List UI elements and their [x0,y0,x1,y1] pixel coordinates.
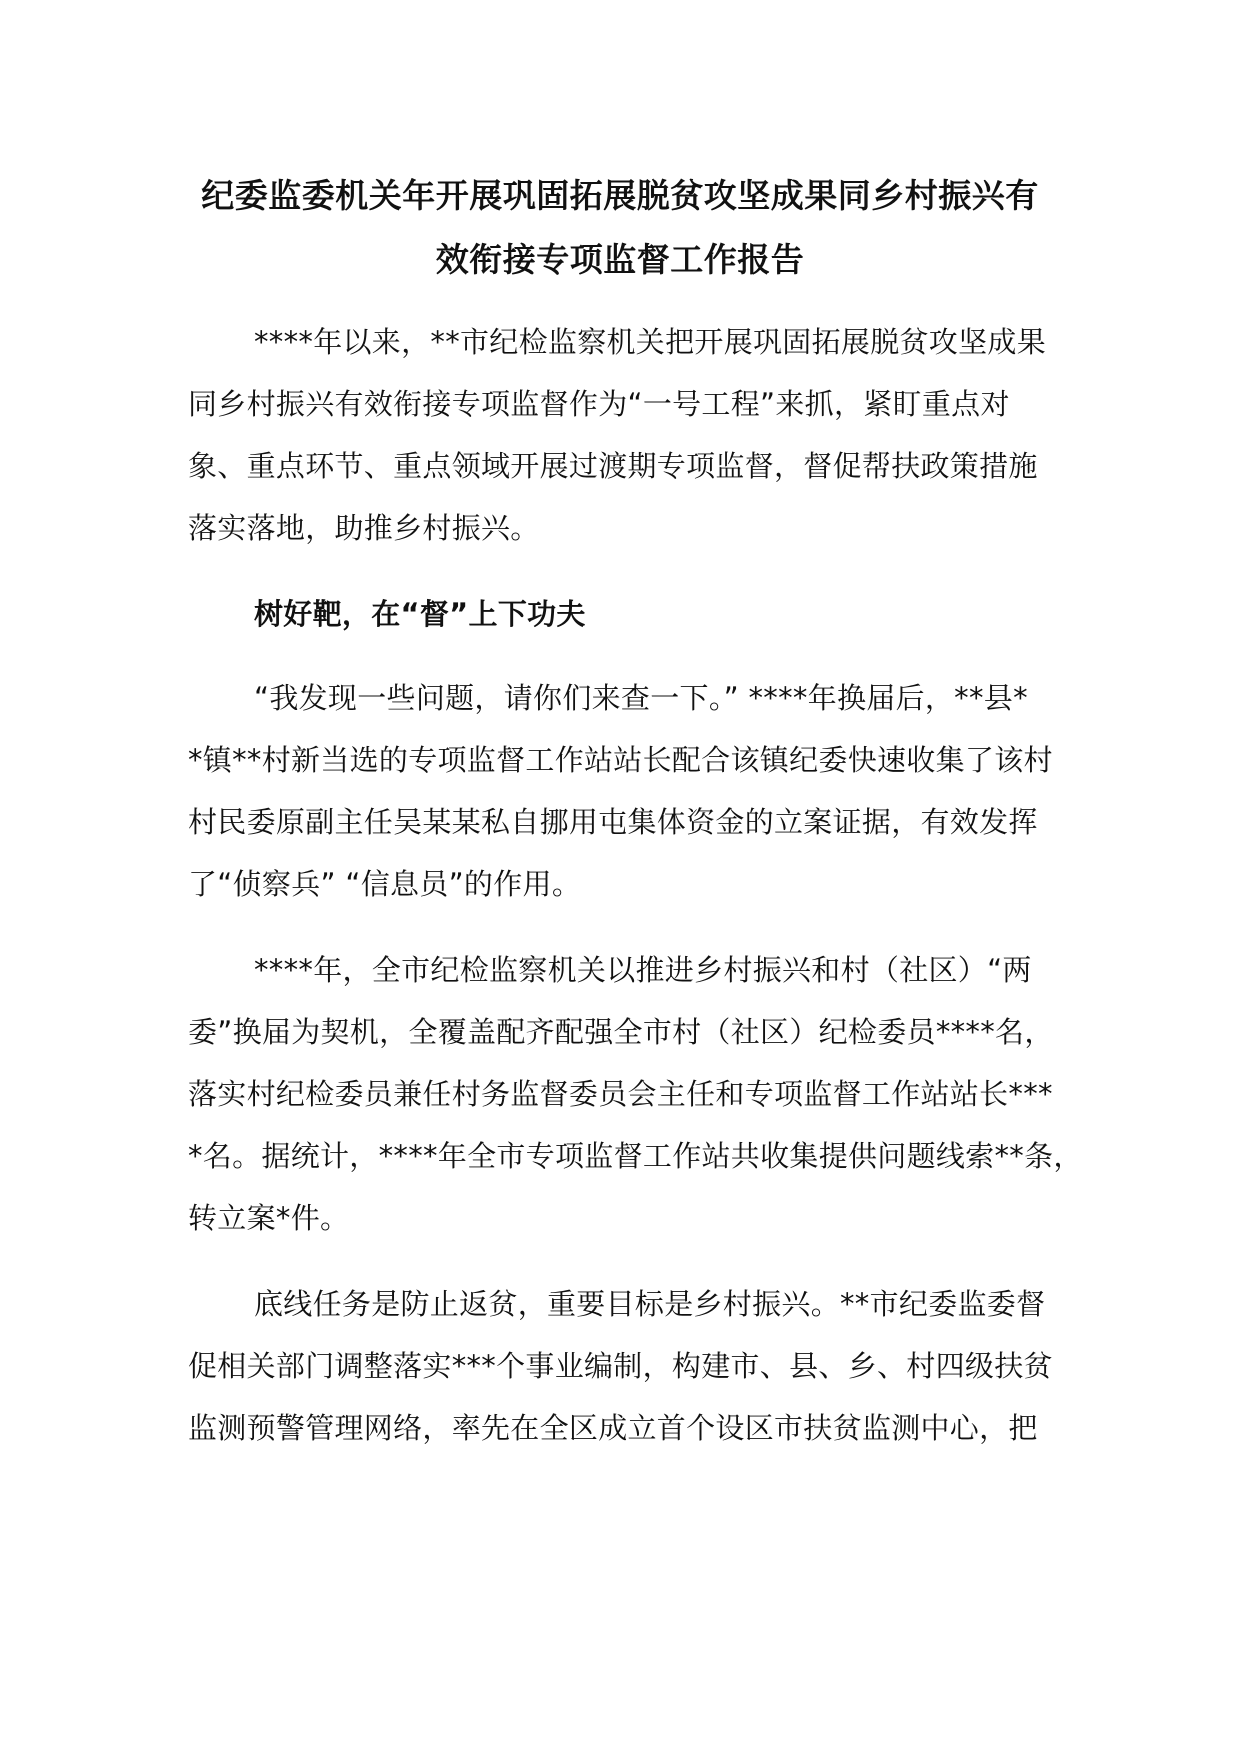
paragraph-1-line-2: 同乡村振兴有效衔接专项监督作为“一号工程”来抓，紧盯重点对 [188,387,1010,421]
paragraph-4-line-2: 促相关部门调整落实***个事业编制，构建市、县、乡、村四级扶贫 [188,1349,1053,1383]
paragraph-2-line-2: *镇**村新当选的专项监督工作站站长配合该镇纪委快速收集了该村 [188,743,1053,777]
document-title-line-1: 纪委监委机关年开展巩固拓展脱贫攻坚成果同乡村振兴有 [201,176,1039,215]
paragraph-4-line-1: 底线任务是防止返贫，重要目标是乡村振兴。**市纪委监委督 [254,1287,1046,1321]
section-heading: 树好靶，在“督”上下功夫 [254,597,586,631]
paragraph-1-line-4: 落实落地，助推乡村振兴。 [188,511,540,545]
paragraph-3-line-2: 委”换届为契机，全覆盖配齐配强全市村（社区）纪检委员****名， [188,1015,1054,1049]
paragraph-4-line-3: 监测预警管理网络，率先在全区成立首个设区市扶贫监测中心，把 [188,1411,1038,1445]
paragraph-3-line-3: 落实村纪检委员兼任村务监督委员会主任和专项监督工作站站长*** [188,1077,1053,1111]
paragraph-1-line-1: ****年以来，**市纪检监察机关把开展巩固拓展脱贫攻坚成果 [254,325,1047,359]
paragraph-3-line-5: 转立案*件。 [188,1201,350,1235]
document-title-line-2: 效衔接专项监督工作报告 [435,240,805,279]
paragraph-1-line-3: 象、重点环节、重点领域开展过渡期专项监督，督促帮扶政策措施 [188,449,1038,483]
paragraph-2-line-1: “我发现一些问题，请你们来查一下。” ****年换届后，**县* [254,681,1028,715]
paragraph-2-line-4: 了“侦察兵” “信息员”的作用。 [188,867,582,901]
paragraph-3-line-1: ****年，全市纪检监察机关以推进乡村振兴和村（社区）“两 [254,953,1032,987]
paragraph-2-line-3: 村民委原副主任吴某某私自挪用屯集体资金的立案证据，有效发挥 [188,805,1038,839]
paragraph-3-line-4: *名。据统计，****年全市专项监督工作站共收集提供问题线索**条， [188,1139,1083,1173]
